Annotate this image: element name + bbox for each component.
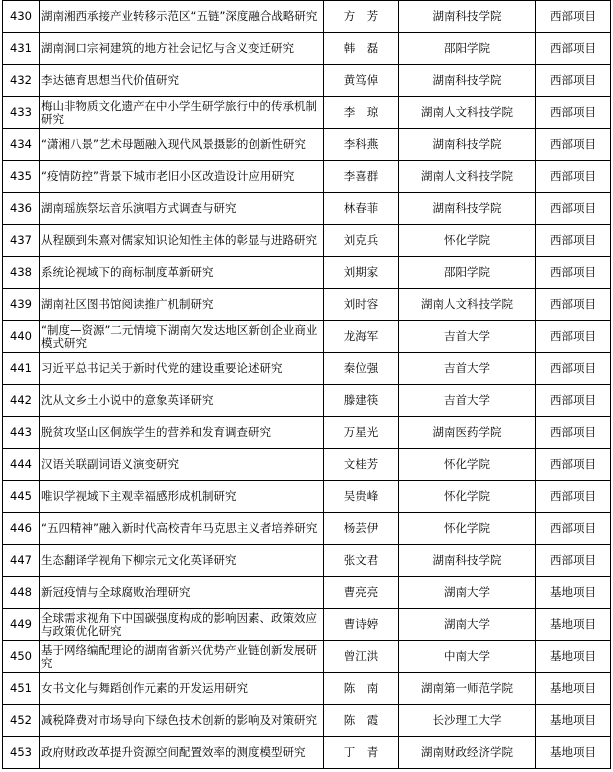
- principal-name: 李喜群: [324, 161, 399, 193]
- row-number: 450: [3, 641, 40, 673]
- principal-name: 陈 霞: [324, 705, 399, 737]
- project-type: 西部项目: [536, 321, 611, 353]
- table-row: [3, 1, 611, 33]
- table-row: [3, 33, 611, 65]
- principal-name: 李 琼: [324, 97, 399, 129]
- table-row: [3, 673, 611, 705]
- principal-name: 方 芳: [324, 1, 399, 33]
- institution-name: 怀化学院: [399, 513, 536, 545]
- table-body: [3, 1, 611, 769]
- institution-name: 怀化学院: [399, 481, 536, 513]
- institution-name: 湖南科技学院: [399, 193, 536, 225]
- row-number: 438: [3, 257, 40, 289]
- institution-name: 湖南科技学院: [399, 1, 536, 33]
- project-type: 西部项目: [536, 65, 611, 97]
- table-row: [3, 449, 611, 481]
- table-row: [3, 641, 611, 673]
- project-title: 生态翻译学视角下柳宗元文化英译研究: [40, 545, 324, 577]
- project-type: 西部项目: [536, 161, 611, 193]
- table-row: [3, 417, 611, 449]
- principal-name: 韩 磊: [324, 33, 399, 65]
- project-type: 西部项目: [536, 481, 611, 513]
- project-type: 西部项目: [536, 449, 611, 481]
- principal-name: 林春菲: [324, 193, 399, 225]
- project-type: 西部项目: [536, 385, 611, 417]
- row-number: 443: [3, 417, 40, 449]
- institution-name: 湖南人文科技学院: [399, 161, 536, 193]
- table-row: [3, 353, 611, 385]
- project-type: 西部项目: [536, 33, 611, 65]
- table-row: [3, 321, 611, 353]
- project-title: 基于网络编配理论的湖南省新兴优势产业链创新发展研究: [40, 641, 324, 673]
- institution-name: 湖南财政经济学院: [399, 737, 536, 769]
- row-number: 437: [3, 225, 40, 257]
- row-number: 444: [3, 449, 40, 481]
- principal-name: 刘期家: [324, 257, 399, 289]
- project-title: 全球需求视角下中国碳强度构成的影响因素、政策效应与政策优化研究: [40, 609, 324, 641]
- project-title: 李达德育思想当代价值研究: [40, 65, 324, 97]
- principal-name: 秦位强: [324, 353, 399, 385]
- project-type: 西部项目: [536, 1, 611, 33]
- principal-name: 曹亮亮: [324, 577, 399, 609]
- table-row: [3, 577, 611, 609]
- project-title: “五四精神”融入新时代高校青年马克思主义者培养研究: [40, 513, 324, 545]
- project-title: 梅山非物质文化遗产在中小学生研学旅行中的传承机制研究: [40, 97, 324, 129]
- row-number: 436: [3, 193, 40, 225]
- project-title: 唯识学视域下主观幸福感形成机制研究: [40, 481, 324, 513]
- project-title: “潇湘八景”艺术母题融入现代风景摄影的创新性研究: [40, 129, 324, 161]
- institution-name: 湖南科技学院: [399, 545, 536, 577]
- project-title: 减税降费对市场导向下绿色技术创新的影响及对策研究: [40, 705, 324, 737]
- project-type: 西部项目: [536, 545, 611, 577]
- principal-name: 龙海军: [324, 321, 399, 353]
- row-number: 451: [3, 673, 40, 705]
- row-number: 448: [3, 577, 40, 609]
- project-type: 西部项目: [536, 257, 611, 289]
- table-row: [3, 257, 611, 289]
- project-title: 汉语关联副词语义演变研究: [40, 449, 324, 481]
- project-title: 女书文化与舞蹈创作元素的开发运用研究: [40, 673, 324, 705]
- row-number: 445: [3, 481, 40, 513]
- principal-name: 杨芸伊: [324, 513, 399, 545]
- project-type: 基地项目: [536, 673, 611, 705]
- principal-name: 万星光: [324, 417, 399, 449]
- row-number: 434: [3, 129, 40, 161]
- project-title: 新冠疫情与全球腐败治理研究: [40, 577, 324, 609]
- project-type: 西部项目: [536, 225, 611, 257]
- row-number: 442: [3, 385, 40, 417]
- row-number: 431: [3, 33, 40, 65]
- project-title: 湖南湘西承接产业转移示范区“五链”深度融合战略研究: [40, 1, 324, 33]
- principal-name: 陈 南: [324, 673, 399, 705]
- institution-name: 湖南第一师范学院: [399, 673, 536, 705]
- table-row: [3, 193, 611, 225]
- project-title: “疫情防控”背景下城市老旧小区改造设计应用研究: [40, 161, 324, 193]
- project-type: 西部项目: [536, 193, 611, 225]
- institution-name: 邵阳学院: [399, 257, 536, 289]
- project-title: 脱贫攻坚山区侗族学生的营养和发育调查研究: [40, 417, 324, 449]
- project-list-table: [2, 0, 611, 769]
- institution-name: 怀化学院: [399, 225, 536, 257]
- institution-name: 湖南医药学院: [399, 417, 536, 449]
- principal-name: 刘时容: [324, 289, 399, 321]
- institution-name: 吉首大学: [399, 385, 536, 417]
- principal-name: 张文君: [324, 545, 399, 577]
- institution-name: 湖南科技学院: [399, 65, 536, 97]
- project-type: 西部项目: [536, 289, 611, 321]
- principal-name: 文桂芳: [324, 449, 399, 481]
- table-row: [3, 737, 611, 769]
- project-type: 西部项目: [536, 417, 611, 449]
- institution-name: 湖南科技学院: [399, 129, 536, 161]
- project-title: 习近平总书记关于新时代党的建设重要论述研究: [40, 353, 324, 385]
- project-type: 西部项目: [536, 353, 611, 385]
- table-row: [3, 705, 611, 737]
- project-title: “制度—资源”二元情境下湖南欠发达地区新创企业商业模式研究: [40, 321, 324, 353]
- principal-name: 李科燕: [324, 129, 399, 161]
- row-number: 447: [3, 545, 40, 577]
- project-type: 基地项目: [536, 641, 611, 673]
- row-number: 441: [3, 353, 40, 385]
- project-title: 湖南瑶族祭坛音乐演唱方式调查与研究: [40, 193, 324, 225]
- project-title: 沈从文乡土小说中的意象英译研究: [40, 385, 324, 417]
- project-title: 政府财政改革提升资源空间配置效率的测度模型研究: [40, 737, 324, 769]
- table-row: [3, 513, 611, 545]
- project-type: 基地项目: [536, 577, 611, 609]
- project-title: 湖南洞口宗祠建筑的地方社会记忆与含义变迁研究: [40, 33, 324, 65]
- table-row: [3, 97, 611, 129]
- row-number: 446: [3, 513, 40, 545]
- row-number: 432: [3, 65, 40, 97]
- table-row: [3, 385, 611, 417]
- institution-name: 吉首大学: [399, 353, 536, 385]
- row-number: 452: [3, 705, 40, 737]
- table-row: [3, 161, 611, 193]
- row-number: 430: [3, 1, 40, 33]
- principal-name: 吴贵峰: [324, 481, 399, 513]
- row-number: 439: [3, 289, 40, 321]
- table-row: [3, 481, 611, 513]
- institution-name: 湖南大学: [399, 577, 536, 609]
- institution-name: 吉首大学: [399, 321, 536, 353]
- table-row: [3, 65, 611, 97]
- principal-name: 丁 青: [324, 737, 399, 769]
- project-type: 西部项目: [536, 513, 611, 545]
- table-row: [3, 289, 611, 321]
- project-type: 基地项目: [536, 705, 611, 737]
- table-row: [3, 225, 611, 257]
- institution-name: 湖南人文科技学院: [399, 289, 536, 321]
- institution-name: 怀化学院: [399, 449, 536, 481]
- row-number: 449: [3, 609, 40, 641]
- principal-name: 黄笃倬: [324, 65, 399, 97]
- principal-name: 滕建筷: [324, 385, 399, 417]
- table-row: [3, 129, 611, 161]
- institution-name: 邵阳学院: [399, 33, 536, 65]
- project-type: 西部项目: [536, 129, 611, 161]
- table-row: [3, 609, 611, 641]
- institution-name: 长沙理工大学: [399, 705, 536, 737]
- project-type: 基地项目: [536, 737, 611, 769]
- row-number: 453: [3, 737, 40, 769]
- principal-name: 曹诗婷: [324, 609, 399, 641]
- row-number: 433: [3, 97, 40, 129]
- institution-name: 中南大学: [399, 641, 536, 673]
- project-title: 系统论视域下的商标制度革新研究: [40, 257, 324, 289]
- principal-name: 刘克兵: [324, 225, 399, 257]
- row-number: 435: [3, 161, 40, 193]
- project-title: 从程颐到朱熹对儒家知识论知性主体的彰显与进路研究: [40, 225, 324, 257]
- institution-name: 湖南大学: [399, 609, 536, 641]
- project-type: 西部项目: [536, 97, 611, 129]
- table-row: [3, 545, 611, 577]
- principal-name: 曾江洪: [324, 641, 399, 673]
- project-title: 湖南社区图书馆阅读推广机制研究: [40, 289, 324, 321]
- project-type: 基地项目: [536, 609, 611, 641]
- row-number: 440: [3, 321, 40, 353]
- institution-name: 湖南人文科技学院: [399, 97, 536, 129]
